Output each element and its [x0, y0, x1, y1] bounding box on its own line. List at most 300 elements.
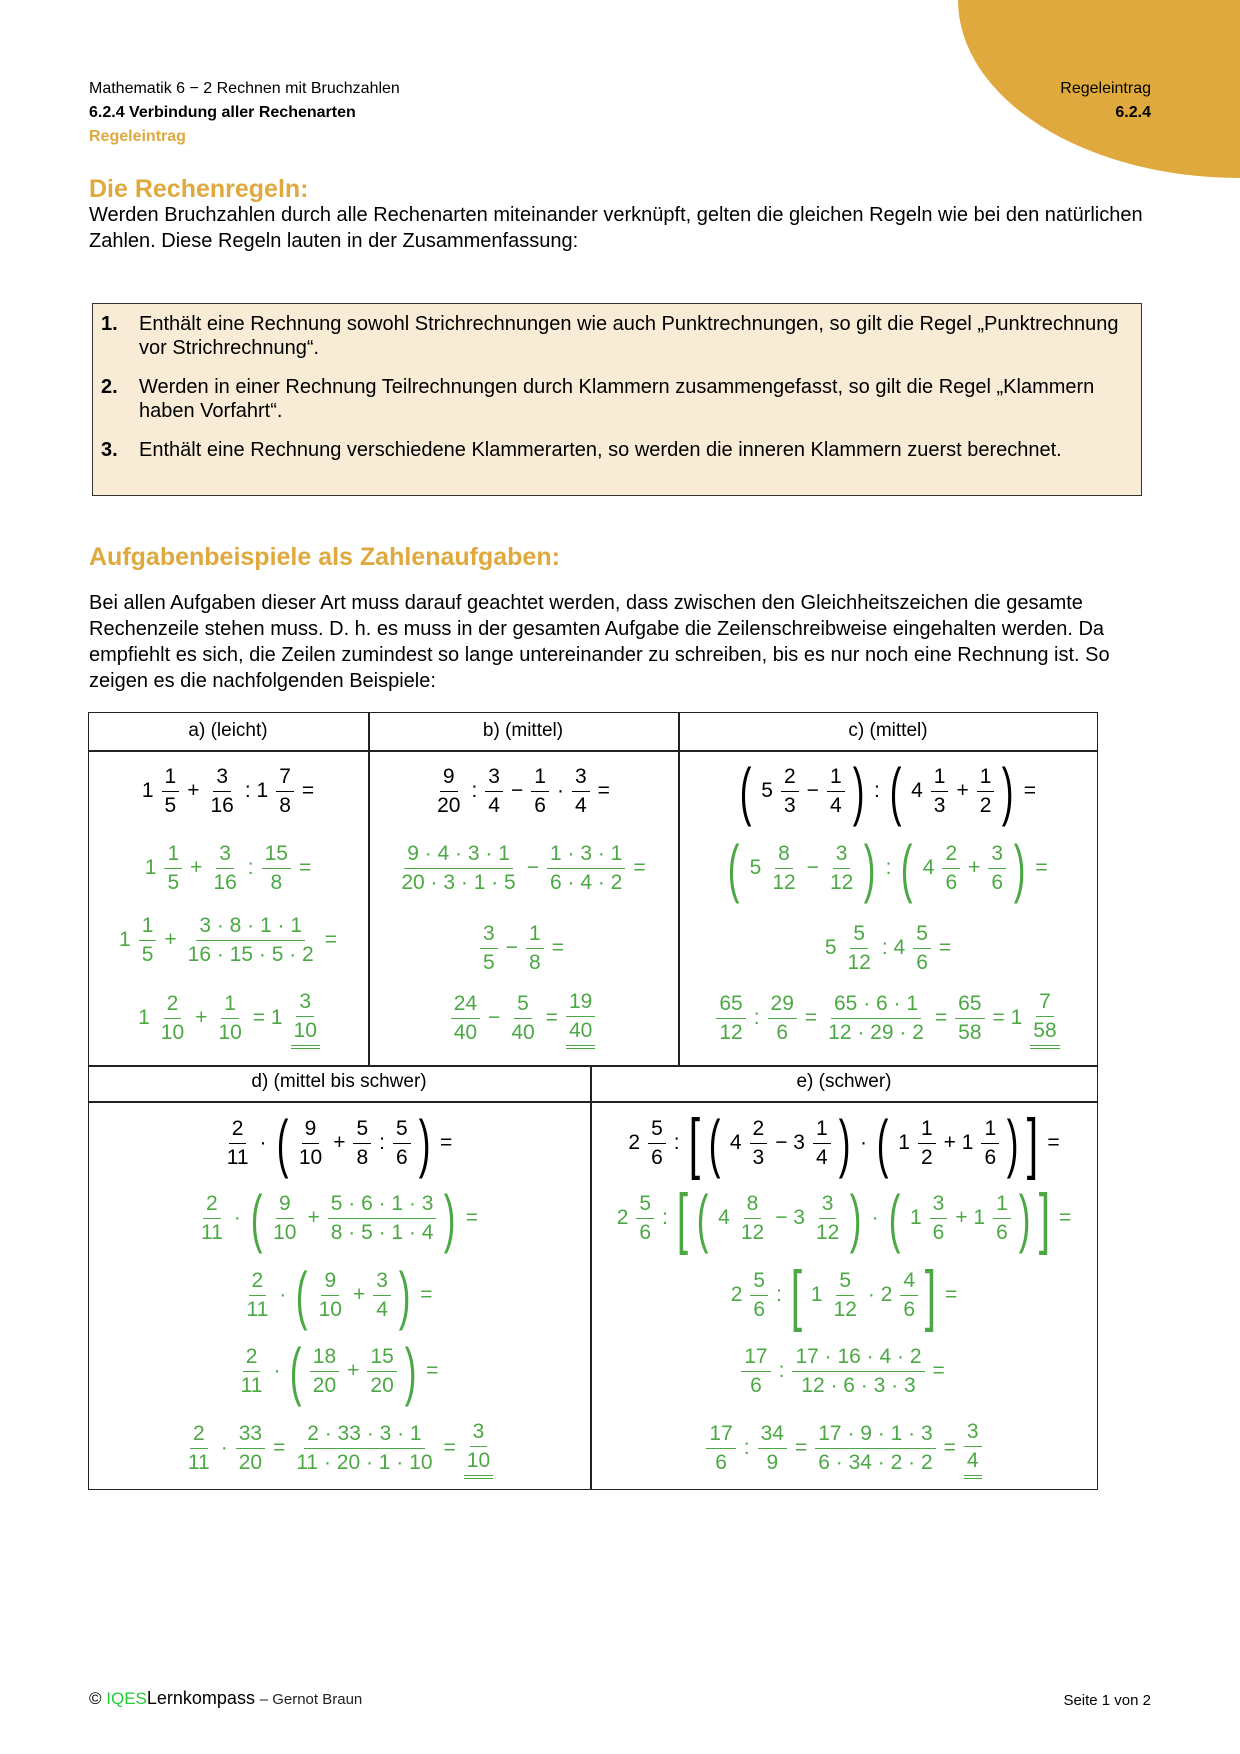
- denominator: 10: [298, 1145, 323, 1169]
- math-text: + 1: [955, 1206, 986, 1229]
- math-line: [368, 758, 678, 824]
- denominator: 11: [226, 1145, 249, 1169]
- math-text: · 2: [867, 1283, 893, 1306]
- numerator: 5: [750, 1267, 768, 1296]
- denominator: 11 · 20 · 1 · 10: [296, 1450, 433, 1474]
- parenthesis: ): [1018, 1182, 1031, 1254]
- denominator: 8: [279, 793, 291, 817]
- numerator: 9: [276, 1190, 294, 1219]
- math-text: ·: [233, 1206, 241, 1229]
- denominator: 3: [752, 1145, 765, 1169]
- math-text: −: [806, 779, 819, 802]
- numerator: 1: [827, 763, 845, 792]
- denominator: 6: [984, 1145, 997, 1169]
- numerator: 34: [758, 1420, 787, 1449]
- math-line: [678, 755, 1098, 827]
- fraction: [792, 1343, 924, 1400]
- denominator: 4: [964, 1447, 982, 1479]
- math-line: [590, 1338, 1098, 1404]
- math-text: :: [379, 1131, 385, 1154]
- rule-item: [101, 438, 1141, 462]
- math-text: 2: [628, 1131, 641, 1154]
- denominator: 6: [932, 1220, 945, 1244]
- math-text: 4: [718, 1206, 730, 1229]
- math-text: +: [190, 856, 203, 879]
- math-text: ·: [220, 1436, 228, 1459]
- denominator: 11: [246, 1297, 269, 1321]
- denominator: 6: [903, 1297, 916, 1321]
- math-line: [590, 1180, 1098, 1256]
- math-text: =: [1035, 856, 1048, 879]
- numerator: 1: [162, 763, 180, 792]
- numerator: 17: [706, 1420, 735, 1449]
- denominator: 9: [766, 1450, 779, 1474]
- fraction: [930, 1190, 948, 1247]
- fraction: [164, 840, 182, 897]
- parenthesis: ): [838, 1107, 851, 1179]
- fraction: [296, 1115, 325, 1172]
- denominator: 6: [715, 1450, 727, 1474]
- denominator: 6: [916, 950, 928, 974]
- header-left: [89, 77, 400, 149]
- math-text: =: [597, 779, 610, 802]
- math-text: =: [794, 1436, 808, 1459]
- math-text: :: [753, 1006, 760, 1029]
- numerator: 9: [321, 1267, 339, 1296]
- denominator: 10: [318, 1297, 342, 1321]
- numerator: 2: [203, 1190, 221, 1219]
- fraction: [207, 763, 236, 820]
- numerator: 3: [213, 763, 231, 792]
- fraction: [224, 1115, 252, 1172]
- fraction: [750, 1267, 768, 1324]
- numerator: 5: [393, 1115, 411, 1144]
- numerator: 1: [981, 1115, 999, 1144]
- denominator: 5: [483, 950, 495, 974]
- fraction: [367, 1343, 396, 1400]
- math-text: 4: [922, 856, 935, 879]
- numerator: 29: [768, 990, 797, 1019]
- bracket: ]: [1027, 1105, 1039, 1181]
- fraction: [768, 990, 797, 1047]
- numerator: 2: [781, 763, 799, 792]
- fraction: [900, 1267, 918, 1324]
- result-fraction: [291, 988, 320, 1049]
- denominator: 12: [740, 1220, 765, 1244]
- fraction: [531, 763, 549, 820]
- numerator: 3: [485, 763, 503, 792]
- math-text: :: [247, 856, 254, 879]
- math-line: [590, 1257, 1098, 1333]
- denominator: 10: [160, 1020, 185, 1044]
- fraction: [508, 990, 537, 1047]
- result-fraction: [964, 1418, 982, 1479]
- fraction: [434, 763, 463, 820]
- math-text: =: [943, 1436, 956, 1459]
- fraction: [547, 840, 625, 897]
- fraction: [185, 912, 317, 969]
- fraction: [215, 990, 244, 1047]
- math-text: 4: [729, 1131, 742, 1154]
- fraction: [813, 1190, 842, 1247]
- denominator: 6: [396, 1145, 408, 1169]
- fraction: [572, 763, 590, 820]
- parenthesis: (: [708, 1107, 721, 1179]
- numerator: 3: [988, 840, 1006, 869]
- fraction: [977, 763, 995, 820]
- denominator: 40: [511, 1020, 535, 1044]
- math-text: 1: [810, 1283, 823, 1306]
- math-text: =: [465, 1206, 479, 1229]
- fraction: [648, 1115, 666, 1172]
- fraction: [353, 1115, 371, 1172]
- math-text: +: [195, 1006, 208, 1029]
- table-divider: [88, 1101, 1098, 1103]
- denominator: 20: [238, 1450, 263, 1474]
- denominator: 12: [719, 1020, 743, 1044]
- math-text: +: [956, 779, 969, 802]
- denominator: 11: [200, 1220, 223, 1244]
- numerator: 17 · 9 · 1 · 3: [815, 1420, 935, 1449]
- numerator: 3: [373, 1267, 391, 1296]
- denominator: 11: [187, 1450, 210, 1474]
- fraction: [769, 840, 798, 897]
- denominator: 8: [529, 950, 541, 974]
- section-title: 6.2.4 Verbindung aller Rechenarten: [89, 104, 356, 121]
- fraction: [993, 1190, 1011, 1247]
- fraction: [845, 920, 874, 977]
- math-text: ·: [279, 1283, 287, 1306]
- math-text: 2: [616, 1206, 629, 1229]
- math-text: =: [1047, 1131, 1060, 1154]
- math-text: +: [968, 856, 981, 879]
- numerator: 7: [276, 763, 294, 792]
- denominator: 12: [815, 1220, 840, 1244]
- math-text: −: [510, 779, 524, 802]
- denominator: 5: [167, 870, 180, 894]
- fraction: [162, 763, 180, 820]
- numerator: 3: [833, 840, 851, 869]
- example-c-header: c) (mittel): [848, 720, 928, 741]
- numerator: 19: [566, 988, 595, 1017]
- fraction: [813, 1115, 831, 1172]
- denominator: 2: [920, 1145, 933, 1169]
- header-right: [1060, 77, 1151, 125]
- math-text: =: [324, 928, 337, 951]
- math-text: 1: [909, 1206, 922, 1229]
- math-text: −: [505, 936, 518, 959]
- math-text: +: [352, 1283, 366, 1306]
- numerator: 7: [1036, 988, 1054, 1017]
- numerator: 3: [572, 763, 590, 792]
- parenthesis: (: [888, 1182, 901, 1254]
- denominator: 40: [566, 1017, 595, 1049]
- fraction: [781, 763, 799, 820]
- math-line: [88, 835, 368, 901]
- rule-item: [101, 312, 1141, 360]
- numerator: 5: [648, 1115, 666, 1144]
- math-text: + 1: [943, 1131, 974, 1154]
- parenthesis: ): [418, 1107, 431, 1179]
- examples-intro: Bei allen Aufgaben dieser Art muss darauf geachtet werden, dass zwischen den Gleichheitszeichen die gesamte Rechenzeile stehen muss. D. h. es muss in der gesamten Aufgabe die Zeilenschreibweise eingehalten werden. Da empfiehlt es sich, die Zeilen zumindest so lange untereinander zu schreiben, bis es nur noch eine Rechnung ist. So zeigen es die nachfolgenden Beispiele:: [89, 592, 1110, 692]
- parenthesis: ): [852, 755, 865, 827]
- denominator: 10: [218, 1020, 242, 1044]
- math-text: 2: [730, 1283, 743, 1306]
- denominator: 6 · 34 · 2 · 2: [818, 1450, 933, 1474]
- math-text: =: [440, 1131, 453, 1154]
- fraction: [750, 1115, 768, 1172]
- parenthesis: (: [290, 1335, 302, 1407]
- math-text: ·: [556, 779, 564, 802]
- fraction: [210, 840, 239, 897]
- math-text: =: [420, 1283, 433, 1306]
- parenthesis: ): [864, 832, 876, 904]
- numerator: 1: [931, 763, 949, 792]
- math-text: =: [1059, 1206, 1072, 1229]
- denominator: 16: [210, 793, 234, 817]
- denominator: 12: [833, 1297, 857, 1321]
- denominator: 10: [464, 1447, 493, 1479]
- math-text: +: [187, 779, 200, 802]
- numerator: 1: [918, 1115, 936, 1144]
- numerator: 33: [236, 1420, 265, 1449]
- math-text: :: [471, 779, 478, 802]
- math-text: =: [932, 1359, 945, 1382]
- parenthesis: (: [876, 1107, 889, 1179]
- footer-credit: [89, 1688, 362, 1709]
- math-text: =: [804, 1006, 818, 1029]
- math-text: =: [426, 1359, 439, 1382]
- math-text: ·: [259, 1131, 267, 1154]
- math-text: :: [776, 1283, 782, 1306]
- result-fraction: [1030, 988, 1059, 1049]
- author: – Gernot Braun: [259, 1691, 363, 1708]
- math-text: +: [333, 1131, 346, 1154]
- fraction: [815, 1420, 935, 1477]
- denominator: 12 · 29 · 2: [828, 1020, 924, 1044]
- header-right-type: Regeleintrag: [1060, 80, 1151, 97]
- math-text: :: [873, 779, 880, 802]
- fraction: [185, 1420, 213, 1477]
- fraction: [393, 1115, 411, 1172]
- math-text: : 4: [881, 936, 906, 959]
- parenthesis: (: [739, 755, 752, 827]
- example-e-header: e) (schwer): [796, 1071, 892, 1092]
- math-text: =: [443, 1436, 456, 1459]
- math-line: [88, 758, 368, 824]
- numerator: 3: [216, 840, 234, 869]
- numerator: 1 · 3 · 1: [547, 840, 625, 869]
- fraction: [485, 763, 503, 820]
- bracket: ]: [1038, 1180, 1051, 1256]
- rule-number: 3.: [101, 439, 118, 461]
- example-a-header: a) (leicht): [188, 720, 268, 741]
- denominator: 58: [1030, 1017, 1059, 1049]
- math-text: =: [633, 856, 646, 879]
- rule-text: Enthält eine Rechnung verschiedene Klammerarten, so werden die inneren Klammern zuerst berechnet.: [139, 439, 1062, 461]
- denominator: 12: [847, 950, 871, 974]
- numerator: 65: [955, 990, 984, 1019]
- denominator: 6: [991, 870, 1004, 894]
- numerator: 2: [942, 840, 960, 869]
- denominator: 6: [639, 1220, 652, 1244]
- denominator: 3: [783, 793, 796, 817]
- result-fraction: [464, 1418, 493, 1479]
- parenthesis: (: [889, 755, 902, 827]
- rule-text: Enthält eine Rechnung sowohl Strichrechnungen wie auch Punktrechnungen, so gilt die Regel „Punktrechnung vor Strichrechnung“.: [139, 313, 1119, 359]
- numerator: 15: [262, 840, 291, 869]
- math-text: :: [743, 1436, 750, 1459]
- denominator: 4: [488, 793, 500, 817]
- math-text: 1: [144, 856, 157, 879]
- denominator: 6: [534, 793, 546, 817]
- fraction: [988, 840, 1006, 897]
- math-text: 4: [911, 779, 923, 802]
- fraction: [526, 920, 544, 977]
- numerator: 1: [977, 763, 995, 792]
- numerator: 8: [744, 1190, 762, 1219]
- parenthesis: (: [276, 1107, 289, 1179]
- numerator: 17 · 16 · 4 · 2: [792, 1343, 924, 1372]
- math-text: 5: [761, 779, 773, 802]
- math-line: [590, 1105, 1098, 1181]
- section-heading-rules: Die Rechenregeln:: [89, 175, 309, 203]
- math-text: +: [347, 1359, 360, 1382]
- parenthesis: (: [696, 1182, 709, 1254]
- denominator: 5: [141, 942, 154, 966]
- fraction: [238, 1343, 266, 1400]
- denominator: 40: [453, 1020, 478, 1044]
- denominator: 6: [651, 1145, 663, 1169]
- denominator: 20: [370, 1373, 394, 1397]
- denominator: 6: [776, 1020, 789, 1044]
- math-text: =: [945, 1283, 958, 1306]
- numerator: 3: [819, 1190, 837, 1219]
- math-text: −: [488, 1006, 501, 1029]
- example-b-header: b) (mittel): [482, 720, 564, 741]
- math-text: ·: [871, 1206, 879, 1229]
- fraction: [262, 840, 291, 897]
- numerator: 3: [930, 1190, 948, 1219]
- numerator: 1: [813, 1115, 831, 1144]
- denominator: 6: [750, 1373, 762, 1397]
- fraction: [741, 1343, 770, 1400]
- numerator: 3: [480, 920, 498, 949]
- example-d-header: d) (mittel bis schwer): [251, 1071, 427, 1092]
- fraction: [293, 1420, 435, 1477]
- denominator: 2: [979, 793, 992, 817]
- denominator: 6: [996, 1220, 1008, 1244]
- parenthesis: ): [398, 1259, 411, 1331]
- numerator: 2: [229, 1115, 247, 1144]
- numerator: 1: [221, 990, 239, 1019]
- math-text: =: [934, 1006, 948, 1029]
- math-line: [678, 915, 1098, 981]
- math-text: +: [164, 928, 177, 951]
- fraction: [827, 763, 845, 820]
- numerator: 8: [775, 840, 793, 869]
- fraction: [758, 1420, 787, 1477]
- math-text: 5: [749, 856, 762, 879]
- numerator: 65 · 6 · 1: [831, 990, 921, 1019]
- math-text: :: [885, 856, 892, 879]
- fraction: [738, 1190, 767, 1247]
- denominator: 12 · 6 · 3 · 3: [801, 1373, 916, 1397]
- fraction: [398, 840, 518, 897]
- denominator: 4: [829, 793, 842, 817]
- fraction: [276, 763, 294, 820]
- fraction: [158, 990, 187, 1047]
- fraction: [636, 1190, 654, 1247]
- denominator: 6 · 4 · 2: [550, 870, 623, 894]
- fraction: [270, 1190, 299, 1247]
- numerator: 1: [139, 912, 157, 941]
- page-number: Seite 1 von 2: [1063, 1692, 1151, 1709]
- denominator: 20: [312, 1373, 337, 1397]
- math-line: [368, 915, 678, 981]
- header-right-number: 6.2.4: [1115, 104, 1151, 121]
- math-line: [88, 1107, 590, 1179]
- fraction: [716, 990, 745, 1047]
- denominator: 16: [213, 870, 237, 894]
- denominator: 20: [437, 793, 461, 817]
- parenthesis: (: [728, 832, 740, 904]
- denominator: 10: [273, 1220, 297, 1244]
- numerator: 1: [531, 763, 549, 792]
- math-line: [88, 1182, 590, 1254]
- math-text: ·: [859, 1131, 867, 1154]
- numerator: 65: [716, 990, 745, 1019]
- fraction: [918, 1115, 936, 1172]
- denominator: 4: [815, 1145, 828, 1169]
- numerator: 1: [993, 1190, 1011, 1219]
- rule-item: [101, 375, 1141, 423]
- parenthesis: ): [1013, 832, 1026, 904]
- fraction: [310, 1343, 339, 1400]
- fraction: [236, 1420, 265, 1477]
- parenthesis: (: [250, 1182, 263, 1254]
- parenthesis: (: [901, 832, 913, 904]
- denominator: 4: [376, 1297, 388, 1321]
- numerator: 5: [836, 1267, 854, 1296]
- math-text: 1: [898, 1131, 910, 1154]
- fraction: [480, 920, 498, 977]
- fraction: [827, 840, 856, 897]
- math-text: +: [307, 1206, 320, 1229]
- document-type: Regeleintrag: [89, 128, 186, 145]
- numerator: 3: [964, 1418, 982, 1447]
- math-text: :: [662, 1206, 668, 1229]
- section-heading-examples: Aufgabenbeispiele als Zahlenaufgaben:: [89, 543, 560, 571]
- bracket: [: [676, 1180, 689, 1256]
- math-text: =: [298, 856, 312, 879]
- bracket: [: [688, 1105, 700, 1181]
- math-text: 1: [138, 1006, 150, 1029]
- numerator: 3 · 8 · 1 · 1: [196, 912, 305, 941]
- numerator: 5: [850, 920, 868, 949]
- numerator: 15: [367, 1343, 396, 1372]
- rules-intro: Werden Bruchzahlen durch alle Rechenarten miteinander verknüpft, gelten die gleichen Regeln wie bei den natürlichen Zahlen. Diese Regeln lauten in der Zusammenfassung:: [89, 204, 1143, 252]
- parenthesis: ): [850, 1182, 862, 1254]
- parenthesis: ): [444, 1182, 456, 1254]
- math-text: =: [938, 936, 952, 959]
- fraction: [825, 990, 927, 1047]
- fraction: [831, 1267, 860, 1324]
- numerator: 24: [451, 990, 480, 1019]
- table-divider: [88, 750, 1098, 752]
- math-text: −: [806, 856, 819, 879]
- result-fraction: [566, 988, 595, 1049]
